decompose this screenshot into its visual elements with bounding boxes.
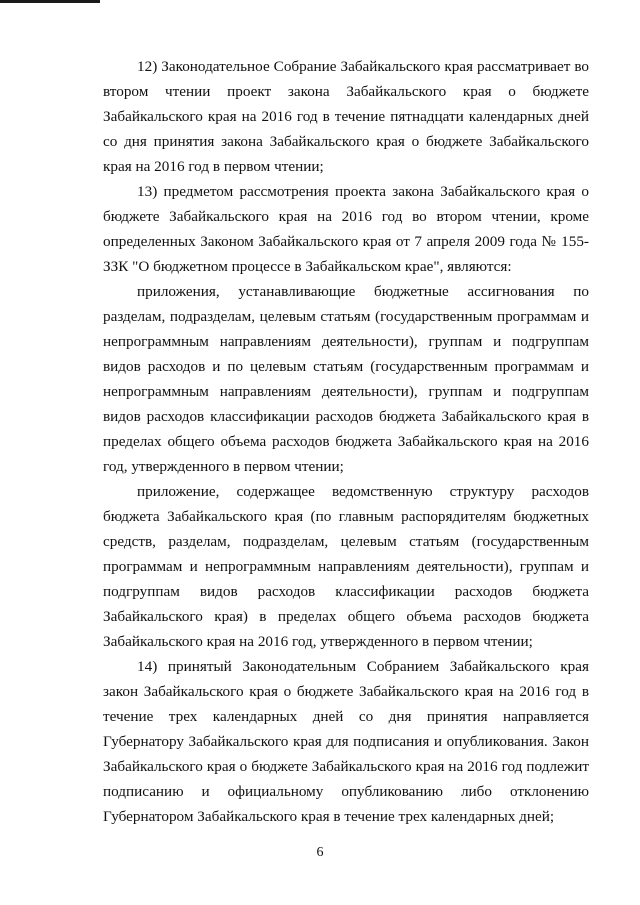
paragraph-item-13: 13) предметом рассмотрения проекта закона Забайкальского края о бюджете Забайкальского края на 2016 год во втором чтении, кроме определенных Законом Забайкальского края от 7 апреля 2009 года № 155-ЗЗК "О бюджетном процессе в Забайкальском крае", являются: xyxy=(103,183,589,275)
paragraph-item-12: 12) Законодательное Собрание Забайкальского края рассматривает во втором чтении проект закона Забайкальского края о бюджете Забайкальского края на 2016 год в течение пятнадцати календарных дней со дня принятия закона Забайкальского края о бюджете Забайкальского края на 2016 год в первом чтении; xyxy=(103,58,589,175)
paragraph-appendix-allocations: приложения, устанавливающие бюджетные ассигнования по разделам, подразделам, целевым статьям (государственным программам и непрограммным направлениям деятельности), группам и подгруппам видов расходов и по целевым статьям (государственным программам и непрограммным направлениям деятельности), группам и подгруппам видов расходов классификации расходов бюджета Забайкальского края в пределах общего объема расходов бюджета Забайкальского края на 2016 год, утвержденного в первом чтении; xyxy=(103,283,589,475)
document-page xyxy=(103,54,589,829)
paragraph-appendix-departmental: приложение, содержащее ведомственную структуру расходов бюджета Забайкальского края (по главным распорядителям бюджетных средств, разделам, подразделам, целевым статьям (государственным программам и непрограммным направлениям деятельности), группам и подгруппам видов расходов классификации расходов бюджета Забайкальского края) в пределах общего объема расходов бюджета Забайкальского края на 2016 год, утвержденного в первом чтении; xyxy=(103,483,589,650)
paragraph-item-14: 14) принятый Законодательным Собранием Забайкальского края закон Забайкальского края о бюджете Забайкальского края на 2016 год в течение трех календарных дней со дня принятия направляется Губернатору Забайкальского края для подписания и опубликования. Закон Забайкальского края о бюджете Забайкальского края на 2016 год подлежит подписанию и официальному опубликованию либо отклонению Губернатором Забайкальского края в течение трех календарных дней; xyxy=(103,658,589,825)
page-number: 6 xyxy=(316,845,324,860)
scan-edge-mark xyxy=(0,0,100,3)
